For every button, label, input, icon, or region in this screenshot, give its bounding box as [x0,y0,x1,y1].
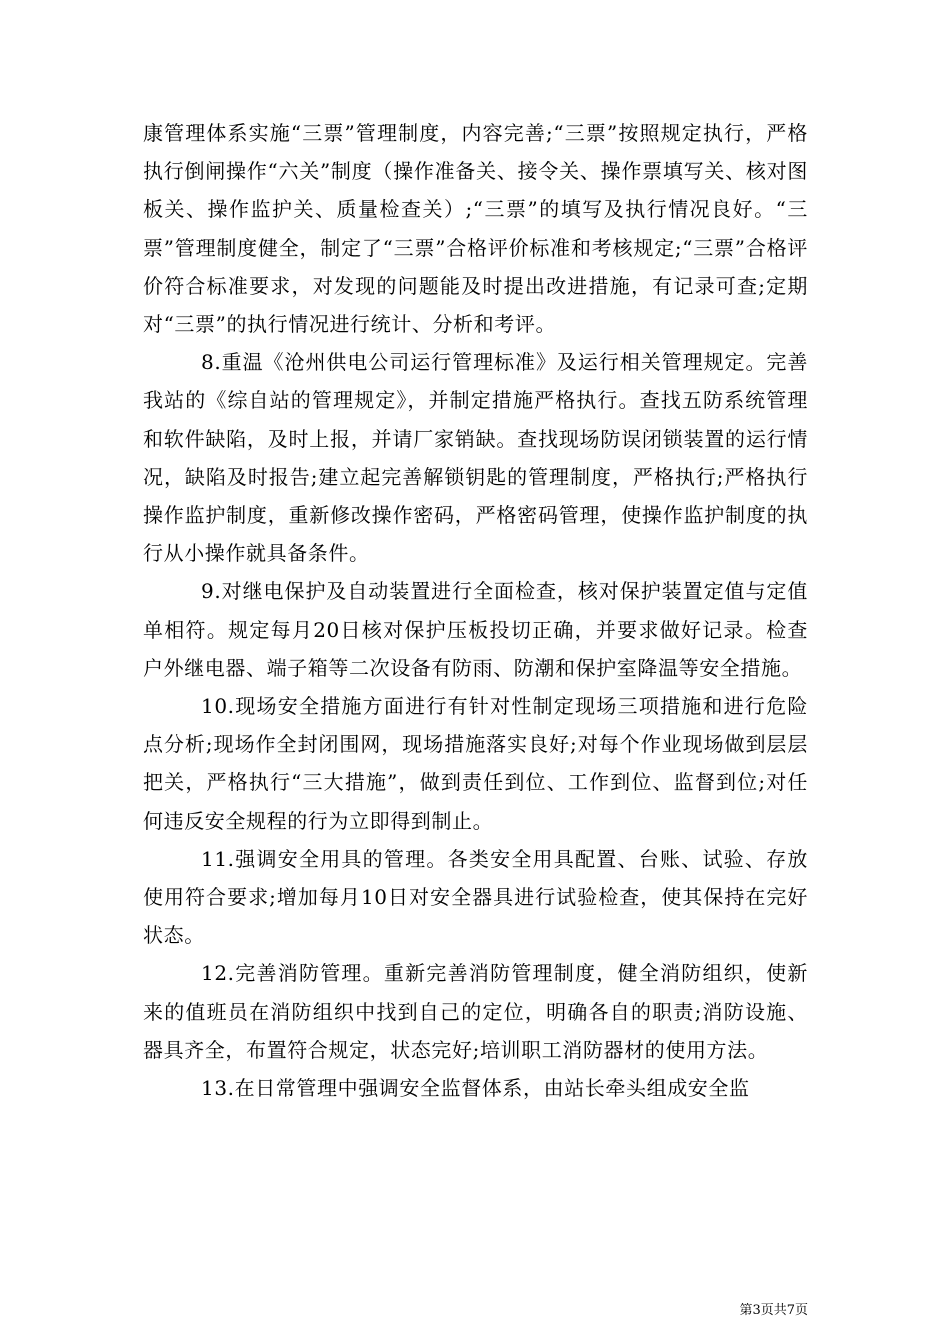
paragraph-item-11: 11.强调安全用具的管理。各类安全用具配置、台账、试验、存放使用符合要求;增加每月10日对安全器具进行试验检查，使其保持在完好状态。 [143,846,808,948]
document-body [143,114,808,1107]
paragraph-item-9: 9.对继电保护及自动装置进行全面检查，核对保护装置定值与定值单相符。规定每月20日核对保护压板投切正确，并要求做好记录。检查户外继电器、端子箱等二次设备有防雨、防潮和保护室降温等安全措施。 [143,579,808,680]
paragraph-item-13: 13.在日常管理中强调安全监督体系，由站长牵头组成安全监 [201,1076,750,1101]
paragraph-item-12: 12.完善消防管理。重新完善消防管理制度，健全消防组织，使新来的值班员在消防组织中找到自己的定位，明确各自的职责;消防设施、器具齐全，布置符合规定，状态完好;培训职工消防器材的使用方法。 [143,961,808,1062]
paragraph-item-10: 10.现场安全措施方面进行有针对性制定现场三项措施和进行危险点分析;现场作全封闭围网，现场措施落实良好;对每个作业现场做到层层把关，严格执行“三大措施”，做到责任到位、工作到位、监督到位;对任何违反安全规程的行为立即得到制止。 [143,694,808,833]
paragraph-item-8: 8.重温《沧州供电公司运行管理标准》及运行相关管理规定。完善我站的《综自站的管理规定》，并制定措施严格执行。查找五防系统管理和软件缺陷，及时上报，并请厂家销缺。查找现场防误闭锁装置的运行情况，缺陷及时报告;建立起完善解锁钥匙的管理制度，严格执行;严格执行操作监护制度，重新修改操作密码，严格密码管理，使操作监护制度的执行从小操作就具备条件。 [143,350,808,566]
paragraph-three-tickets: 康管理体系实施“三票”管理制度，内容完善;“三票”按照规定执行，严格执行倒闸操作“六关”制度（操作准备关、接令关、操作票填写关、核对图板关、操作监护关、质量检查关）;“三票”的填写及执行情况良好。“三票”管理制度健全，制定了“三票”合格评价标准和考核规定;“三票”合格评价符合标准要求，对发现的问题能及时提出改进措施，有记录可查;定期对“三票”的执行情况进行统计、分析和考评。 [143,121,808,337]
page-number: 第3页共7页 [739,1303,808,1318]
